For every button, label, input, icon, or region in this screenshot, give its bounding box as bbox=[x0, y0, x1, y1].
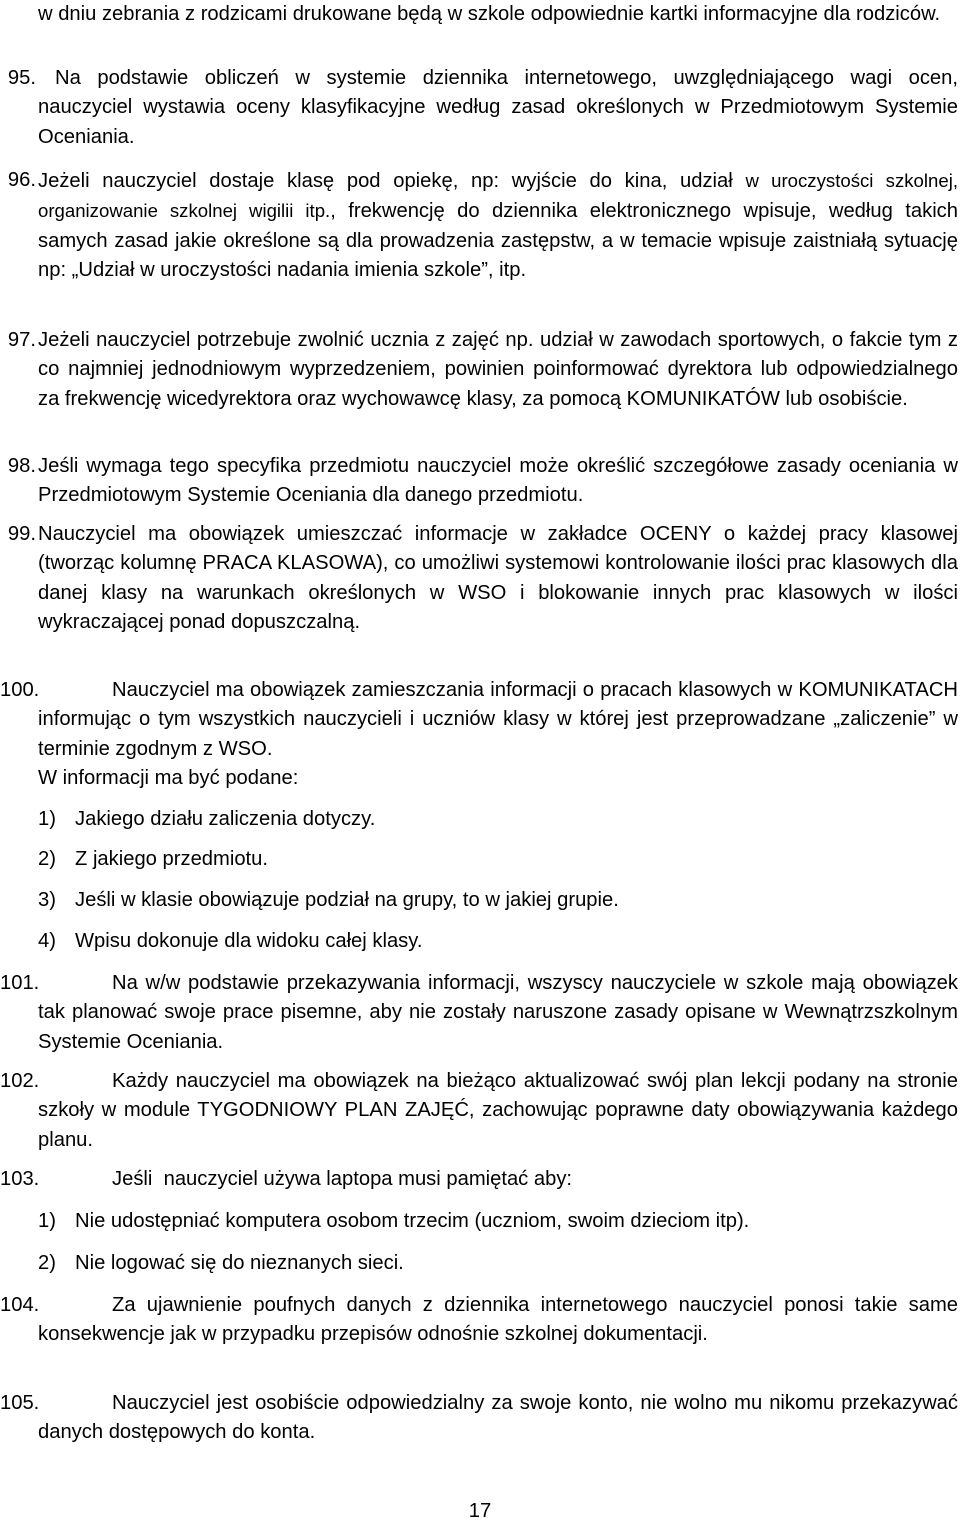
list-item-index: 1) bbox=[38, 808, 56, 830]
list-item-index: 2) bbox=[38, 848, 56, 870]
paragraph-105 bbox=[0, 1389, 958, 1448]
paragraph-number: 103. bbox=[0, 1168, 40, 1190]
list-item bbox=[38, 1249, 958, 1278]
list-item-text: Jakiego działu zaliczenia dotyczy. bbox=[75, 808, 376, 830]
paragraph-94-continuation bbox=[38, 0, 958, 29]
paragraph-98 bbox=[7, 452, 958, 511]
paragraph-99 bbox=[7, 520, 958, 638]
paragraph-text: Nauczyciel ma obowiązek zamieszczania informacji o pracach klasowych w KOMUNIKATACH informując o tym wszystkich nauczycieli i uczniów klasy w której jest przeprowadzane „zaliczenie” w terminie zgodnym z WSO. bbox=[38, 679, 958, 760]
paragraph-97 bbox=[7, 326, 958, 414]
list-item-index: 2) bbox=[38, 1252, 56, 1274]
paragraph-number: 99. bbox=[7, 523, 36, 545]
paragraph-number: 101. bbox=[0, 972, 40, 994]
paragraph-text: Jeśli wymaga tego specyfika przedmiotu nauczyciel może określić szczegółowe zasady oceniania w Przedmiotowym Systemie Oceniania dla danego przedmiotu. bbox=[38, 455, 958, 507]
paragraph-number: 98. bbox=[7, 455, 36, 477]
paragraph-text: Na w/w podstawie przekazywania informacji, wszyscy nauczyciele w szkole mają obowiązek tak planować swoje prace pisemne, aby nie zostały naruszone zasady opisane w Wewnątrzszkolnym Systemie Oceniania. bbox=[38, 972, 958, 1053]
paragraph-text: , frekwencję do dziennika elektronicznego wpisuje, według takich samych zasad jakie określone są dla prowadzenia zastępstw, a w temacie wpisuje zaistniałą sytuację np: „Udział w uroczystości nadania imienia szkole”, itp. bbox=[38, 200, 958, 282]
list-item-text: Nie logować się do nieznanych sieci. bbox=[75, 1252, 404, 1274]
paragraph-number: 102. bbox=[0, 1070, 40, 1092]
list-item-text: Wpisu dokonuje dla widoku całej klasy. bbox=[75, 930, 423, 952]
list-item-index: 4) bbox=[38, 930, 56, 952]
paragraph-number: 104. bbox=[0, 1294, 40, 1316]
paragraph-text: w dniu zebrania z rodzicami drukowane będą w szkole odpowiednie kartki informacyjne dla rodziców. bbox=[38, 3, 941, 25]
paragraph-text: Jeżeli nauczyciel potrzebuje zwolnić ucznia z zajęć np. udział w zawodach sportowych, o fakcie tym z co najmniej jednodniowym wyprzedzeniem, powinien poinformować dyrektora lub odpowiedzialnego za frekwencję wicedyrektora oraz wychowawcę klasy, za pomocą KOMUNIKATÓW lub osobiście. bbox=[38, 329, 958, 410]
paragraph-text: Jeśli nauczyciel używa laptopa musi pamiętać aby: bbox=[112, 1168, 573, 1190]
paragraph-95 bbox=[7, 64, 958, 152]
list-item-index: 1) bbox=[38, 1210, 56, 1232]
paragraph-text: Każdy nauczyciel ma obowiązek na bieżąco aktualizować swój plan lekcji podany na stronie szkoły w module TYGODNIOWY PLAN ZAJĘĆ, zachowując poprawne daty obowiązywania każdego planu. bbox=[38, 1070, 958, 1151]
list-item bbox=[38, 1207, 958, 1236]
paragraph-96 bbox=[7, 166, 959, 286]
list-item-text: Z jakiego przedmiotu. bbox=[75, 848, 268, 870]
paragraph-text: W informacji ma być podane: bbox=[38, 767, 299, 789]
paragraph-number: 100. bbox=[0, 679, 40, 701]
list-item bbox=[38, 927, 958, 956]
paragraph-100 bbox=[0, 676, 958, 764]
paragraph-text: w uroczystości szkolnej, organizowanie szkolnej wigilii itp. bbox=[38, 170, 959, 222]
list-item bbox=[38, 845, 958, 874]
paragraph-number: 95. bbox=[7, 67, 36, 89]
paragraph-100-subtext bbox=[38, 764, 958, 793]
paragraph-text: Za ujawnienie poufnych danych z dziennika internetowego nauczyciel ponosi takie same konsekwencje jak w przypadku przepisów odnośnie szkolnej dokumentacji. bbox=[38, 1294, 958, 1346]
paragraph-number: 105. bbox=[0, 1392, 40, 1414]
paragraph-text: Jeżeli nauczyciel dostaje klasę pod opiekę, np: wyjście do kina, udział bbox=[38, 170, 733, 192]
list-item-text: Jeśli w klasie obowiązuje podział na grupy, to w jakiej grupie. bbox=[75, 889, 619, 911]
paragraph-text: Nauczyciel ma obowiązek umieszczać informacje w zakładce OCENY o każdej pracy klasowej (tworząc kolumnę PRACA KLASOWA), co umożliwi systemowi kontrolowanie ilości prac klasowych dla danej klasy na warunkach określonych w WSO i blokowanie innych prac klasowych w ilości wykraczającej ponad dopuszczalną. bbox=[38, 523, 958, 634]
paragraph-number: 97. bbox=[7, 329, 36, 351]
list-item-text: Nie udostępniać komputera osobom trzecim (uczniom, swoim dzieciom itp). bbox=[75, 1210, 750, 1232]
paragraph-103 bbox=[0, 1165, 958, 1194]
paragraph-101 bbox=[0, 969, 958, 1057]
list-item-index: 3) bbox=[38, 889, 56, 911]
paragraph-number: 96. bbox=[7, 169, 36, 191]
list-item bbox=[38, 886, 958, 915]
paragraph-text: Na podstawie obliczeń w systemie dziennika internetowego, uwzględniającego wagi ocen, nauczyciel wystawia oceny klasyfikacyjne według zasad określonych w Przedmiotowym Systemie Oceniania. bbox=[38, 67, 958, 148]
paragraph-text: Nauczyciel jest osobiście odpowiedzialny za swoje konto, nie wolno mu nikomu przekazywać danych dostępowych do konta. bbox=[38, 1392, 958, 1444]
page-number: 17 bbox=[468, 1500, 492, 1522]
list-item bbox=[38, 805, 958, 834]
paragraph-102 bbox=[0, 1067, 958, 1155]
paragraph-104 bbox=[0, 1291, 958, 1350]
